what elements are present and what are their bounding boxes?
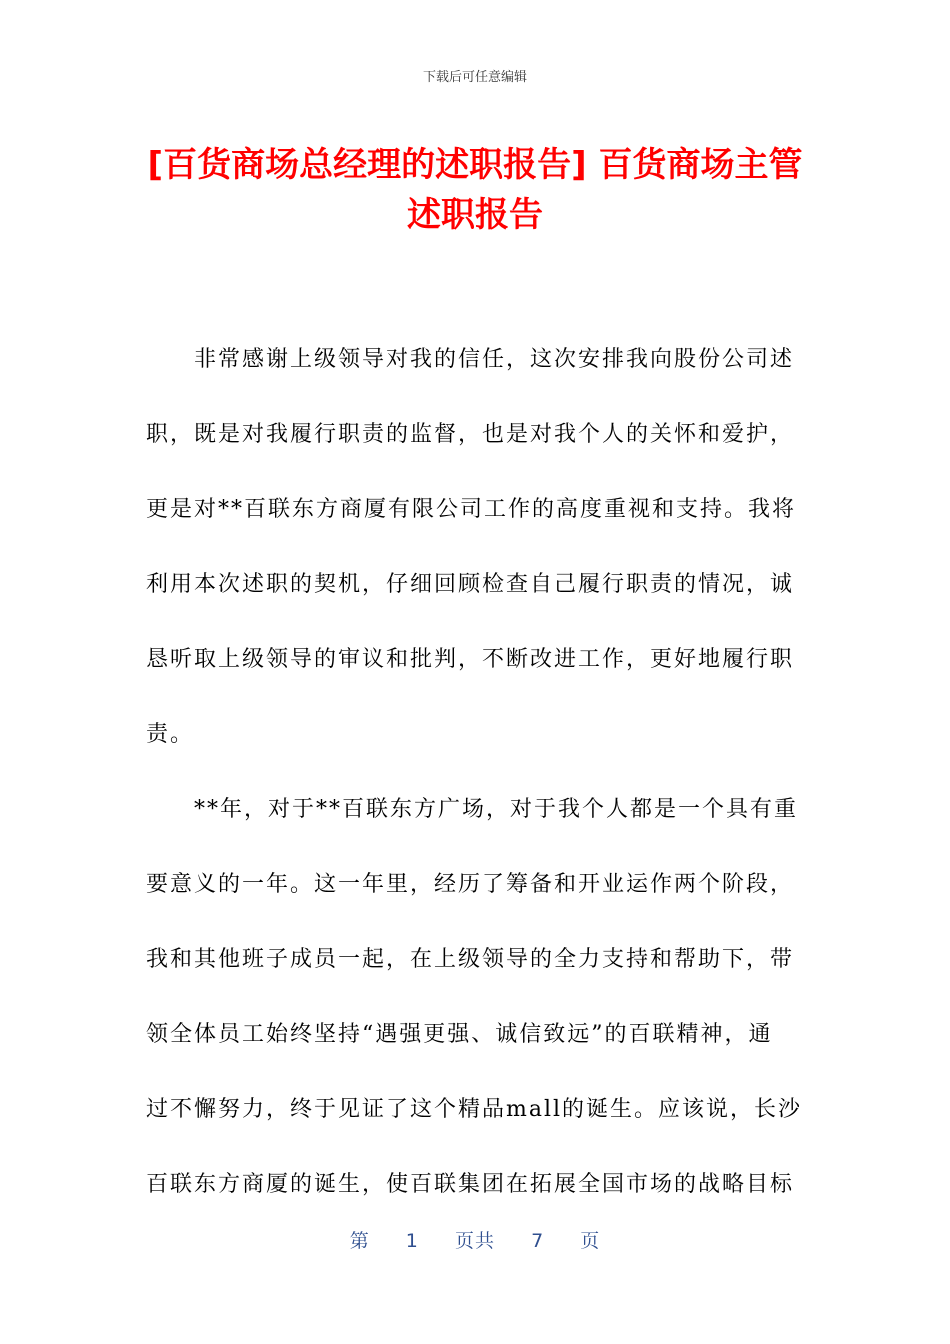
- body-line: 要意义的一年。这一年里，经历了筹备和开业运作两个阶段，: [146, 872, 795, 897]
- body-line: 我和其他班子成员一起，在上级领导的全力支持和帮助下，带: [146, 947, 795, 972]
- title-line-2: 述职报告: [407, 195, 543, 235]
- footer-middle: 页共: [454, 1230, 495, 1252]
- body-line: 利用本次述职的契机，仔细回顾检查自己履行职责的情况，诚: [146, 572, 795, 597]
- body-line: **年，对于**百联东方广场，对于我个人都是一个具有重: [146, 797, 799, 822]
- header-note: 下载后可任意编辑: [422, 70, 527, 85]
- body-line: 职，既是对我履行职责的监督，也是对我个人的关怀和爱护，: [146, 422, 795, 447]
- body-line: 恳听取上级领导的审议和批判，不断改进工作，更好地履行职: [146, 647, 795, 672]
- body-line: 更是对**百联东方商厦有限公司工作的高度重视和支持。我将: [146, 497, 797, 522]
- body-line: 非常感谢上级领导对我的信任，这次安排我向股份公司述: [146, 347, 795, 372]
- body-line: 过不懈努力，终于见证了这个精品mall的诞生。应该说，长沙: [146, 1097, 803, 1122]
- footer-prefix: 第: [349, 1230, 370, 1252]
- body-line: 百联东方商厦的诞生，使百联集团在拓展全国市场的战略目标: [146, 1172, 795, 1197]
- body-text: [146, 322, 806, 1222]
- body-line: 责。: [146, 722, 195, 747]
- title-line-1: [百货商场总经理的述职报告] 百货商场主管: [147, 145, 803, 185]
- footer-total-pages: 7: [531, 1230, 545, 1252]
- footer-page-number: 1: [405, 1230, 419, 1252]
- document-title: [120, 140, 830, 240]
- page-footer: [0, 1226, 950, 1253]
- footer-suffix: 页: [580, 1230, 601, 1252]
- body-line: 领全体员工始终坚持“遇强更强、诚信致远”的百联精神，通: [146, 1022, 773, 1047]
